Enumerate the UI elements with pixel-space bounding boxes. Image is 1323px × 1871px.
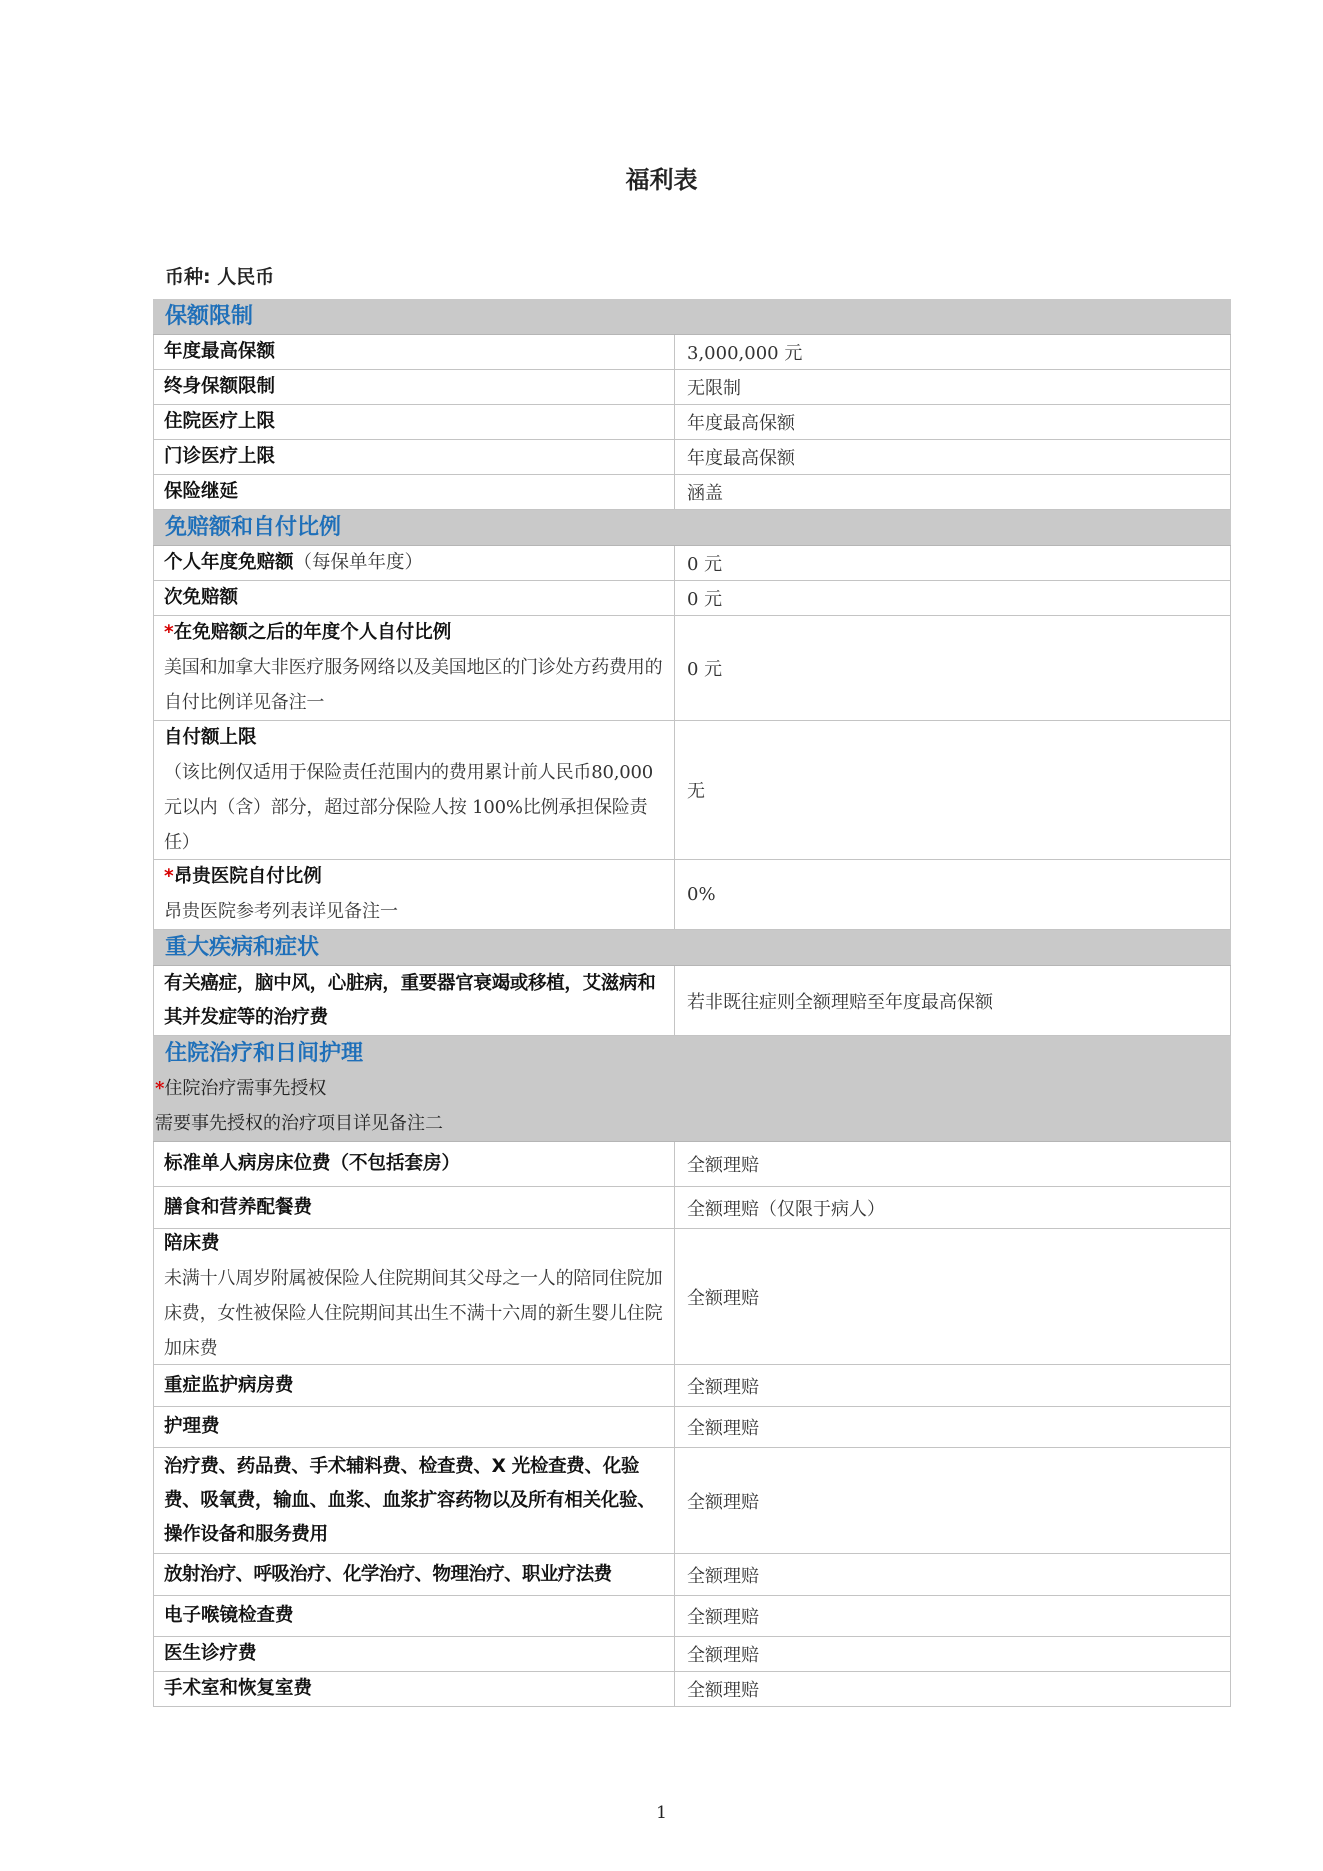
table-row: [153, 966, 1231, 1036]
table-row: [153, 546, 1231, 581]
row-note: 昂贵医院参考列表详见备注一: [164, 901, 398, 922]
table-row: [153, 1448, 1231, 1554]
table-row: [153, 1596, 1231, 1637]
table-row: [153, 1229, 1231, 1365]
row-label: 手术室和恢复室费: [164, 1678, 313, 1699]
row-label: 陪床费: [164, 1233, 220, 1254]
row-value: 全额理赔: [687, 1680, 759, 1701]
row-value: 涵盖: [687, 483, 723, 504]
section-title: 住院治疗和日间护理: [165, 1041, 364, 1066]
row-value: 全额理赔: [687, 1287, 759, 1309]
row-value: 0%: [687, 884, 716, 905]
row-value: 全额理赔（仅限于病人）: [687, 1198, 885, 1220]
table-row: [153, 581, 1231, 616]
row-label: 治疗费、药品费、手术辅料费、检查费、X 光检查费、化验费、吸氧费，输血、血浆、血浆扩容药物以及所有相关化验、操作设备和服务费用: [164, 1455, 656, 1545]
row-label: 医生诊疗费: [164, 1643, 257, 1664]
row-value: 全额理赔: [687, 1418, 759, 1439]
row-value: 全额理赔: [687, 1565, 759, 1587]
section-header-critical: [153, 930, 1231, 966]
benefits-table: [153, 299, 1231, 1707]
row-label: 在免赔额之后的年度个人自付比例: [173, 622, 452, 643]
row-value: 全额理赔: [687, 1155, 759, 1176]
row-label: 次免赔额: [164, 587, 239, 608]
table-row: [153, 1365, 1231, 1407]
table-row: [153, 1672, 1231, 1707]
row-value: 0 元: [687, 554, 723, 575]
row-value: 无: [687, 781, 705, 802]
row-label: 门诊医疗上限: [164, 446, 276, 467]
row-value: 全额理赔: [687, 1645, 759, 1666]
row-value: 0 元: [687, 659, 723, 680]
row-label: 重症监护病房费: [164, 1374, 294, 1396]
row-value: 3,000,000 元: [687, 343, 803, 364]
row-label: 放射治疗、呼吸治疗、化学治疗、物理治疗、职业疗法费: [164, 1563, 612, 1585]
currency-label: 币种: 人民币: [165, 266, 275, 288]
table-row: [153, 616, 1231, 721]
asterisk-mark: *: [155, 1078, 165, 1099]
table-row: [153, 1637, 1231, 1672]
table-row: [153, 475, 1231, 510]
row-label: 自付额上限: [164, 726, 257, 748]
section-header-deductible: [153, 510, 1231, 546]
table-row: [153, 440, 1231, 475]
page-title: 福利表: [625, 166, 698, 194]
row-note: 未满十八周岁附属被保险人住院期间其父母之一人的陪同住院加床费，女性被保险人住院期间其出生不满十六周的新生婴儿住院加床费: [164, 1268, 663, 1359]
row-label: 标准单人病房床位费（不包括套房）: [164, 1153, 461, 1174]
table-row: [153, 1554, 1231, 1596]
table-row: [153, 370, 1231, 405]
row-label: 昂贵医院自付比例: [173, 866, 322, 887]
section-title: 免赔额和自付比例: [165, 515, 342, 540]
table-row: [153, 405, 1231, 440]
table-row: [153, 1407, 1231, 1448]
row-value: 若非既往症则全额理赔至年度最高保额: [687, 991, 993, 1013]
table-row: [153, 860, 1231, 930]
row-label: 个人年度免赔额: [164, 552, 294, 573]
row-value: 0 元: [687, 589, 723, 610]
asterisk-mark: *: [164, 622, 174, 643]
section-note: 需要事先授权的治疗项目详见备注二: [155, 1113, 443, 1134]
section-note: 住院治疗需事先授权: [164, 1078, 327, 1099]
section-title: 重大疾病和症状: [165, 935, 320, 960]
row-label: 保险继延: [164, 481, 239, 502]
row-label: 年度最高保额: [164, 341, 276, 362]
row-value: 无限制: [687, 378, 741, 399]
row-value: 全额理赔: [687, 1491, 759, 1513]
row-note: 美国和加拿大非医疗服务网络以及美国地区的门诊处方药费用的自付比例详见备注一: [164, 657, 663, 713]
table-row: [153, 1142, 1231, 1187]
row-label: 膳食和营养配餐费: [164, 1196, 313, 1218]
row-value: 全额理赔: [687, 1376, 759, 1398]
table-row: [153, 1187, 1231, 1229]
row-label: 终身保额限制: [164, 376, 276, 397]
section-title: 保额限制: [165, 304, 254, 329]
table-row: [153, 335, 1231, 370]
page-number: 1: [656, 1803, 667, 1823]
row-note: （每保单年度）: [293, 552, 424, 573]
row-value: 全额理赔: [687, 1607, 759, 1628]
row-label: 护理费: [164, 1416, 220, 1437]
asterisk-mark: *: [164, 866, 174, 887]
section-header-inpatient: [153, 1036, 1231, 1142]
table-row: [153, 721, 1231, 860]
row-value: 年度最高保额: [687, 448, 795, 469]
row-label: 住院医疗上限: [164, 411, 276, 432]
row-note: （该比例仅适用于保险责任范围内的费用累计前人民币80,000 元以内（含）部分，超过部分保险人按 100%比例承担保险责任）: [164, 761, 653, 853]
section-header-limits: [153, 299, 1231, 335]
row-label: 有关癌症，脑中风，心脏病，重要器官衰竭或移植，艾滋病和其并发症等的治疗费: [164, 972, 656, 1028]
row-value: 年度最高保额: [687, 413, 795, 434]
row-label: 电子喉镜检查费: [164, 1605, 294, 1626]
